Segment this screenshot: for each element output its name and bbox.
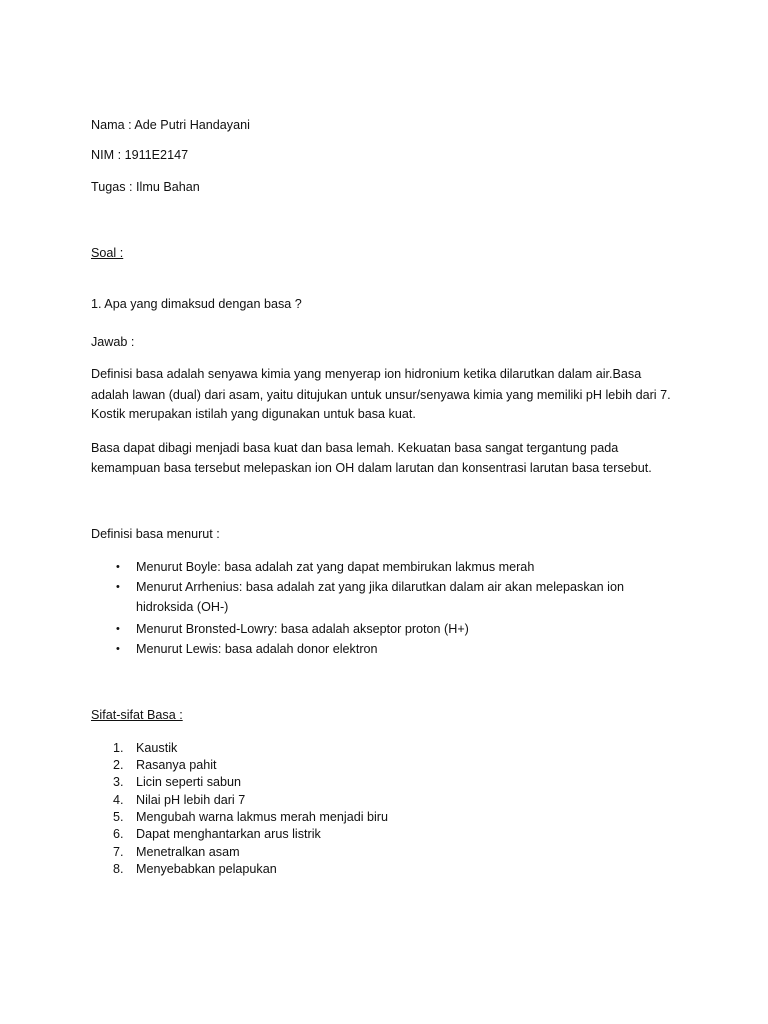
paragraph-1-line-1: Definisi basa adalah senyawa kimia yang menyerap ion hidronium ketika dilarutkan dalam air.Basa: [91, 367, 642, 381]
definition-item: Menurut Bronsted-Lowry: basa adalah akseptor proton (H+): [136, 622, 469, 636]
bullet-icon: •: [116, 643, 120, 655]
paragraph-2-line-1: Basa dapat dibagi menjadi basa kuat dan basa lemah. Kekuatan basa sangat tergantung pada: [91, 441, 619, 455]
definition-item: Menurut Boyle: basa adalah zat yang dapat membirukan lakmus merah: [136, 560, 535, 574]
answer-label: Jawab :: [91, 335, 135, 349]
nim-line: NIM : 1911E2147: [91, 148, 189, 162]
bullet-icon: •: [116, 581, 120, 593]
properties-heading: Sifat-sifat Basa :: [91, 708, 183, 722]
property-item: Licin seperti sabun: [136, 775, 242, 789]
definition-item-continuation: hidroksida (OH-): [136, 600, 229, 614]
list-number: 4.: [113, 793, 124, 807]
list-number: 3.: [113, 775, 124, 789]
list-number: 6.: [113, 827, 124, 841]
list-number: 8.: [113, 862, 124, 876]
definitions-heading: Definisi basa menurut :: [91, 527, 220, 541]
paragraph-1-line-2: adalah lawan (dual) dari asam, yaitu ditujukan untuk unsur/senyawa kimia yang memiliki pH lebih dari 7.: [91, 388, 671, 402]
paragraph-2-line-2: kemampuan basa tersebut melepaskan ion OH dalam larutan dan konsentrasi larutan basa tersebut.: [91, 461, 652, 475]
assignment-line: Tugas : Ilmu Bahan: [91, 180, 200, 194]
definition-item: Menurut Lewis: basa adalah donor elektron: [136, 642, 378, 656]
bullet-icon: •: [116, 561, 120, 573]
property-item: Kaustik: [136, 741, 178, 755]
list-number: 2.: [113, 758, 124, 772]
property-item: Menyebabkan pelapukan: [136, 862, 277, 876]
list-number: 5.: [113, 810, 124, 824]
property-item: Dapat menghantarkan arus listrik: [136, 827, 321, 841]
property-item: Mengubah warna lakmus merah menjadi biru: [136, 810, 389, 824]
paragraph-1-line-3: Kostik merupakan istilah yang digunakan untuk basa kuat.: [91, 407, 416, 421]
property-item: Menetralkan asam: [136, 845, 240, 859]
name-line: Nama : Ade Putri Handayani: [91, 118, 250, 132]
property-item: Rasanya pahit: [136, 758, 217, 772]
soal-heading: Soal :: [91, 246, 124, 260]
property-item: Nilai pH lebih dari 7: [136, 793, 246, 807]
bullet-icon: •: [116, 623, 120, 635]
list-number: 7.: [113, 845, 124, 859]
question-line: 1. Apa yang dimaksud dengan basa ?: [91, 297, 302, 311]
list-number: 1.: [113, 741, 124, 755]
definition-item: Menurut Arrhenius: basa adalah zat yang jika dilarutkan dalam air akan melepaskan ion: [136, 580, 624, 594]
